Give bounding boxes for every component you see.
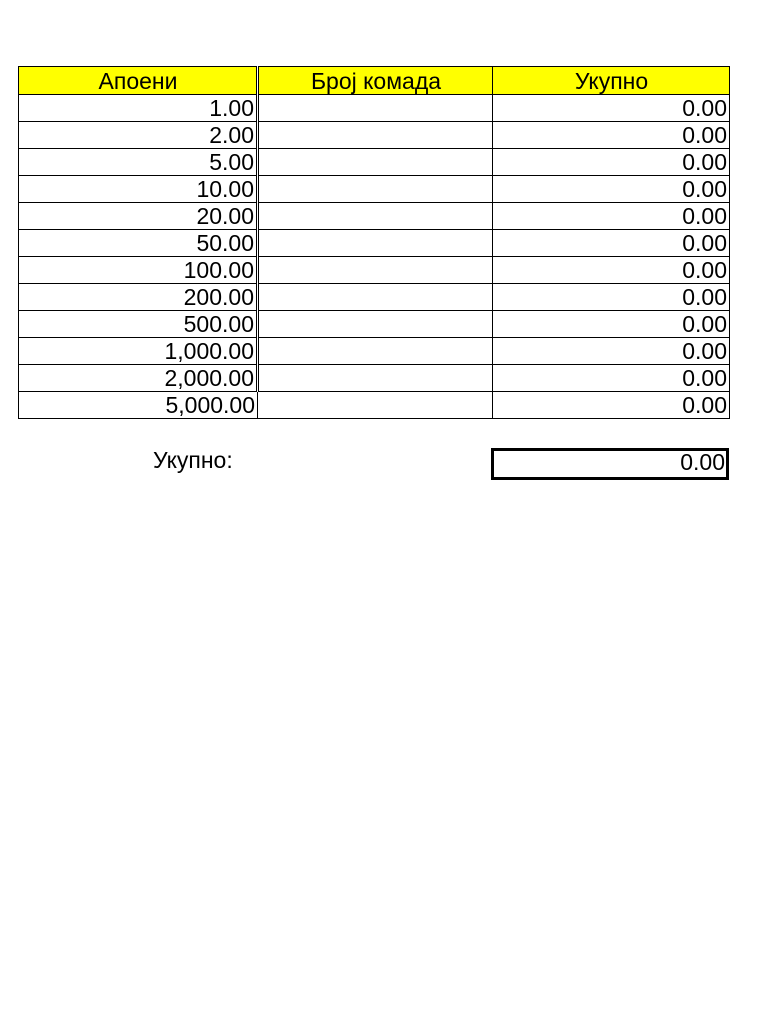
denomination-cell: 200.00 — [19, 284, 258, 311]
denomination-table — [18, 66, 730, 419]
count-input-cell[interactable] — [258, 122, 493, 149]
denomination-cell: 500.00 — [19, 311, 258, 338]
count-input-cell[interactable] — [258, 392, 493, 419]
row-total-cell: 0.00 — [493, 122, 730, 149]
table-row — [19, 230, 730, 257]
denomination-cell: 100.00 — [19, 257, 258, 284]
denomination-cell: 2.00 — [19, 122, 258, 149]
table-row — [19, 95, 730, 122]
row-total-cell: 0.00 — [493, 338, 730, 365]
row-total-cell: 0.00 — [493, 203, 730, 230]
denomination-cell: 5.00 — [19, 149, 258, 176]
header-denomination: Апоени — [19, 67, 258, 95]
row-total-cell: 0.00 — [493, 284, 730, 311]
header-row — [19, 67, 730, 95]
count-input-cell[interactable] — [258, 230, 493, 257]
table-body — [19, 95, 730, 419]
header-total: Укупно — [493, 67, 730, 95]
row-total-cell: 0.00 — [493, 149, 730, 176]
table-row — [19, 203, 730, 230]
row-total-cell: 0.00 — [493, 257, 730, 284]
denomination-cell: 1,000.00 — [19, 338, 258, 365]
table-row — [19, 257, 730, 284]
table-row — [19, 365, 730, 392]
count-input-cell[interactable] — [258, 311, 493, 338]
count-input-cell[interactable] — [258, 365, 493, 392]
row-total-cell: 0.00 — [493, 311, 730, 338]
row-total-cell: 0.00 — [493, 365, 730, 392]
table-row — [19, 176, 730, 203]
count-input-cell[interactable] — [258, 203, 493, 230]
denomination-cell: 5,000.00 — [19, 392, 258, 419]
row-total-cell: 0.00 — [493, 176, 730, 203]
table-row — [19, 392, 730, 419]
denomination-cell: 2,000.00 — [19, 365, 258, 392]
table-row — [19, 284, 730, 311]
count-input-cell[interactable] — [258, 257, 493, 284]
denomination-cell: 10.00 — [19, 176, 258, 203]
row-total-cell: 0.00 — [493, 95, 730, 122]
denomination-cell: 20.00 — [19, 203, 258, 230]
table-header — [19, 67, 730, 95]
grand-total-label: Укупно: — [153, 447, 233, 473]
denomination-cell: 50.00 — [19, 230, 258, 257]
table-row — [19, 122, 730, 149]
count-input-cell[interactable] — [258, 176, 493, 203]
count-input-cell[interactable] — [258, 149, 493, 176]
table-row — [19, 311, 730, 338]
count-input-cell[interactable] — [258, 338, 493, 365]
row-total-cell: 0.00 — [493, 392, 730, 419]
grand-total-value: 0.00 — [491, 448, 729, 480]
table-row — [19, 149, 730, 176]
header-count: Број комада — [258, 67, 493, 95]
count-input-cell[interactable] — [258, 95, 493, 122]
row-total-cell: 0.00 — [493, 230, 730, 257]
table-row — [19, 338, 730, 365]
count-input-cell[interactable] — [258, 284, 493, 311]
denomination-cell: 1.00 — [19, 95, 258, 122]
